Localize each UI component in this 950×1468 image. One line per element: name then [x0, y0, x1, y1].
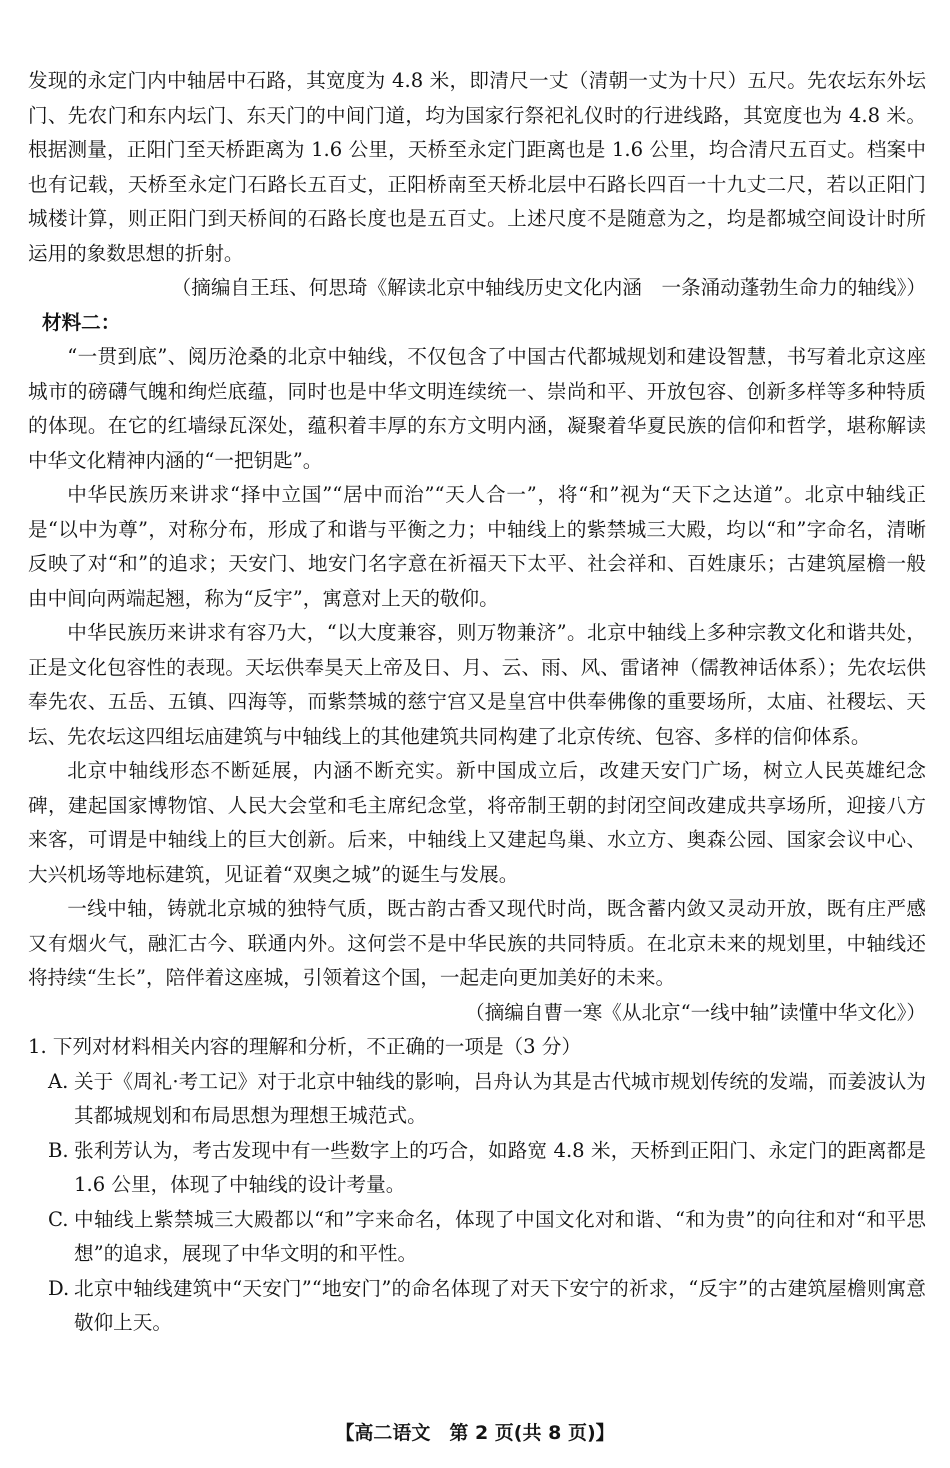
question-stem: 1. 下列对材料相关内容的理解和分析，不正确的一项是（3 分）	[28, 1035, 582, 1058]
option-letter: D.	[48, 1276, 70, 1300]
source-citation-1: （摘编自王珏、何思琦《解读北京中轴线历史文化内涵 一条涌动蓬勃生命力的轴线》）	[171, 276, 926, 299]
option-a	[28, 1065, 926, 1134]
reading-material	[28, 64, 926, 1341]
option-text: 张利芳认为，考古发现中有一些数字上的巧合，如路宽 4.8 米，天桥到正阳门、永定门的距离都是 1.6 公里，体现了中轴线的设计考量。	[74, 1138, 926, 1196]
option-b	[28, 1134, 926, 1203]
option-text: 关于《周礼·考工记》对于北京中轴线的影响，吕舟认为其是古代城市规划传统的发端，而姜波认为其都城规划和布局思想为理想王城范式。	[74, 1069, 926, 1127]
source-citation-2: （摘编自曹一寒《从北京“一线中轴”读懂中华文化》）	[465, 1000, 926, 1024]
paragraph-5: 北京中轴线形态不断延展，内涵不断充实。新中国成立后，改建天安门广场，树立人民英雄纪念碑，建起国家博物馆、人民大会堂和毛主席纪念堂，将帝制王朝的封闭空间改建成共享场所，迎接八方来客，可谓是中轴线上的巨大创新。后来，中轴线上又建起鸟巢、水立方、奥森公园、国家会议中心、大兴机场等地标建筑，见证着“双奥之城”的诞生与发展。	[28, 759, 926, 886]
option-c	[28, 1203, 926, 1272]
option-text: 北京中轴线建筑中“天安门”“地安门”的命名体现了对天下安宁的祈求，“反宇”的古建筑屋檐则寓意敬仰上天。	[74, 1276, 926, 1334]
paragraph-4: 中华民族历来讲求有容乃大，“以大度兼容，则万物兼济”。北京中轴线上多种宗教文化和谐共处，正是文化包容性的表现。天坛供奉昊天上帝及日、月、云、雨、风、雷诸神（儒教神话体系）；先农坛供奉先农、五岳、五镇、四海等，而紫禁城的慈宁宫又是皇宫中供奉佛像的重要场所，太庙、社稷坛、天坛、先农坛这四组坛庙建筑与中轴线上的其他建筑共同构建了北京传统、包容、多样的信仰体系。	[28, 621, 926, 748]
material-2-heading: 材料二：	[42, 310, 121, 334]
page-footer: 【高二语文 第 2 页(共 8 页)】	[335, 1422, 615, 1444]
option-letter: A.	[48, 1069, 69, 1093]
option-letter: C.	[48, 1207, 69, 1231]
paragraph-6: 一线中轴，铸就北京城的独特气质，既古韵古香又现代时尚，既含蓄内敛又灵动开放，既有庄严感又有烟火气，融汇古今、联通内外。这何尝不是中华民族的共同特质。在北京未来的规划里，中轴线还将持续“生长”，陪伴着这座城，引领着这个国，一起走向更加美好的未来。	[28, 897, 926, 989]
paragraph-3: 中华民族历来讲求“择中立国”“居中而治”“天人合一”，将“和”视为“天下之达道”。北京中轴线正是“以中为尊”，对称分布，形成了和谐与平衡之力；中轴线上的紫禁城三大殿，均以“和”字命名，清晰反映了对“和”的追求；天安门、地安门名字意在祈福天下太平、社会祥和、百姓康乐；古建筑屋檐一般由中间向两端起翘，称为“反宇”，寓意对上天的敬仰。	[28, 483, 926, 610]
option-d	[28, 1272, 926, 1341]
paragraph-2: “一贯到底”、阅历沧桑的北京中轴线，不仅包含了中国古代都城规划和建设智慧，书写着北京这座城市的磅礴气魄和绚烂底蕴，同时也是中华文明连续统一、崇尚和平、开放包容、创新多样等多种特质的体现。在它的红墙绿瓦深处，蕴积着丰厚的东方文明内涵，凝聚着华夏民族的信仰和哲学，堪称解读中华文化精神内涵的“一把钥匙”。	[28, 345, 926, 472]
option-letter: B.	[48, 1138, 69, 1162]
paragraph-1: 发现的永定门内中轴居中石路，其宽度为 4.8 米，即清尺一丈（清朝一丈为十尺）五尺。先农坛东外坛门、先农门和东内坛门、东天门的中间门道，均为国家行祭祀礼仪时的行进线路，其宽度也为 4.8 米。根据测量，正阳门至天桥距离为 1.6 公里，天桥至永定门距离也是 1.6 公里，均合清尺五百丈。档案中也有记载，天桥至永定门石路长五百丈，正阳桥南至天桥北层中石路长四百一十九丈二尺，若以正阳门城楼计算，则正阳门到天桥间的石路长度也是五百丈。上述尺度不是随意为之，均是都城空间设计时所运用的象数思想的折射。	[28, 69, 926, 265]
option-text: 中轴线上紫禁城三大殿都以“和”字来命名，体现了中国文化对和谐、“和为贵”的向往和对“和平思想”的追求，展现了中华文明的和平性。	[74, 1207, 926, 1265]
